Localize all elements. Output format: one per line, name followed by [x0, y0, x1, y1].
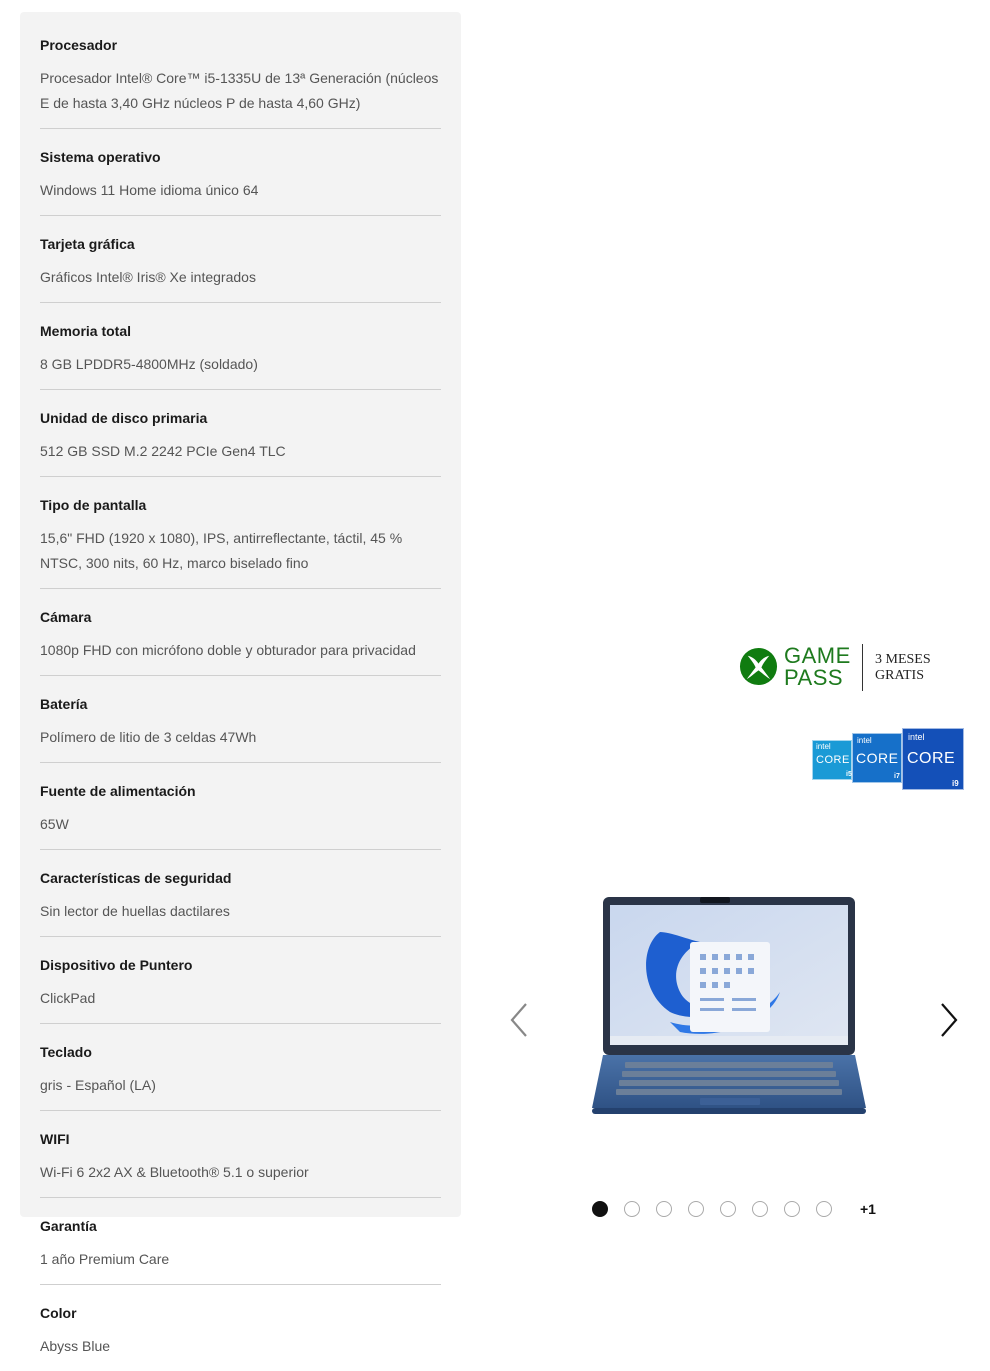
- game-pass-line1: GAME: [784, 643, 851, 668]
- intel-core-label: CORE: [856, 750, 899, 766]
- intel-core-badge-i7: [852, 733, 902, 783]
- spec-value: 65W: [40, 816, 69, 832]
- spec-row: [40, 695, 441, 763]
- intel-brand: intel: [908, 732, 925, 742]
- intel-core-label: CORE: [907, 750, 956, 767]
- spec-value: Procesador Intel® Core™ i5-1335U de 13ª Generación (núcleos E de hasta 3,40 GHz núcleos P de hasta 4,60 GHz): [40, 70, 439, 111]
- spec-row: [40, 1130, 441, 1198]
- spec-label: Garantía: [40, 1218, 97, 1234]
- carousel-dot[interactable]: [720, 1201, 736, 1217]
- spec-value: 8 GB LPDDR5-4800MHz (soldado): [40, 356, 258, 372]
- laptop-product-image[interactable]: [570, 872, 890, 1122]
- chevron-right-icon: [932, 1000, 962, 1040]
- promo-divider: [862, 644, 863, 691]
- spec-label: Batería: [40, 696, 88, 712]
- spec-label: Teclado: [40, 1044, 92, 1060]
- carousel-next-button[interactable]: [932, 1000, 962, 1040]
- carousel-dot[interactable]: [752, 1201, 768, 1217]
- carousel-dot[interactable]: [624, 1201, 640, 1217]
- spec-row: [40, 1043, 441, 1111]
- intel-brand: intel: [857, 736, 872, 745]
- spec-row: [40, 782, 441, 850]
- spec-label: Sistema operativo: [40, 149, 161, 165]
- spec-value: 512 GB SSD M.2 2242 PCIe Gen4 TLC: [40, 443, 286, 459]
- spec-value: 1 año Premium Care: [40, 1251, 170, 1267]
- intel-core-label: CORE: [816, 754, 850, 766]
- spec-row: [40, 1304, 441, 1371]
- carousel-dot[interactable]: [816, 1201, 832, 1217]
- spec-label: Memoria total: [40, 323, 132, 339]
- spec-value: Polímero de litio de 3 celdas 47Wh: [40, 729, 257, 745]
- spec-row: [40, 956, 441, 1024]
- spec-label: Cámara: [40, 609, 92, 625]
- carousel-more-indicator[interactable]: +1: [860, 1201, 876, 1217]
- spec-row: [40, 409, 441, 477]
- spec-value: Wi-Fi 6 2x2 AX & Bluetooth® 5.1 o superior: [40, 1164, 309, 1180]
- spec-label: Procesador: [40, 37, 118, 53]
- spec-row: [40, 322, 441, 390]
- carousel-dot[interactable]: [688, 1201, 704, 1217]
- product-image-carousel: [490, 850, 980, 1210]
- spec-label: Tarjeta gráfica: [40, 236, 135, 252]
- spec-row: [40, 148, 441, 216]
- spec-value: Abyss Blue: [40, 1338, 111, 1354]
- spec-label: Fuente de alimentación: [40, 783, 196, 799]
- spec-value: Sin lector de huellas dactilares: [40, 903, 230, 919]
- spec-value: 1080p FHD con micrófono doble y obturador para privacidad: [40, 642, 416, 658]
- spec-label: Unidad de disco primaria: [40, 410, 208, 426]
- spec-label: Color: [40, 1305, 77, 1321]
- spec-row: [40, 36, 441, 129]
- spec-row: [40, 608, 441, 676]
- carousel-dot[interactable]: [592, 1201, 608, 1217]
- spec-label: Características de seguridad: [40, 870, 232, 886]
- game-pass-text: [784, 645, 851, 689]
- spec-row: [40, 496, 441, 589]
- intel-core-badge-i5: [812, 740, 852, 780]
- specs-panel: [20, 12, 461, 1354]
- spec-label: WIFI: [40, 1131, 70, 1147]
- spec-value: Windows 11 Home idioma único 64: [40, 182, 259, 198]
- intel-brand: intel: [816, 742, 831, 751]
- carousel-prev-button[interactable]: [506, 1000, 536, 1040]
- spec-value: Gráficos Intel® Iris® Xe integrados: [40, 269, 256, 285]
- spec-value: ClickPad: [40, 990, 96, 1006]
- carousel-dot[interactable]: [656, 1201, 672, 1217]
- spec-label: Tipo de pantalla: [40, 497, 147, 513]
- intel-tier: i7: [894, 773, 900, 780]
- carousel-pagination: [592, 1200, 876, 1218]
- promo-months: [875, 652, 931, 684]
- chevron-left-icon: [506, 1000, 536, 1040]
- spec-label: Dispositivo de Puntero: [40, 957, 193, 973]
- intel-tier: i5: [846, 771, 852, 778]
- xbox-logo-icon: [739, 647, 778, 686]
- game-pass-promo: [737, 644, 937, 692]
- intel-core-badge-i9: [902, 728, 964, 790]
- spec-value: gris - Español (LA): [40, 1077, 156, 1093]
- spec-row: [40, 1217, 441, 1285]
- intel-core-badges: [812, 728, 964, 792]
- intel-tier: i9: [952, 779, 959, 788]
- carousel-dot[interactable]: [784, 1201, 800, 1217]
- spec-row: [40, 869, 441, 937]
- spec-value: 15,6" FHD (1920 x 1080), IPS, antirreflectante, táctil, 45 % NTSC, 300 nits, 60 Hz, marco biselado fino: [40, 530, 403, 571]
- promo-months-line2: GRATIS: [875, 668, 925, 683]
- spec-row: [40, 235, 441, 303]
- game-pass-line2: PASS: [784, 665, 844, 690]
- promo-months-line1: 3 MESES: [875, 652, 931, 667]
